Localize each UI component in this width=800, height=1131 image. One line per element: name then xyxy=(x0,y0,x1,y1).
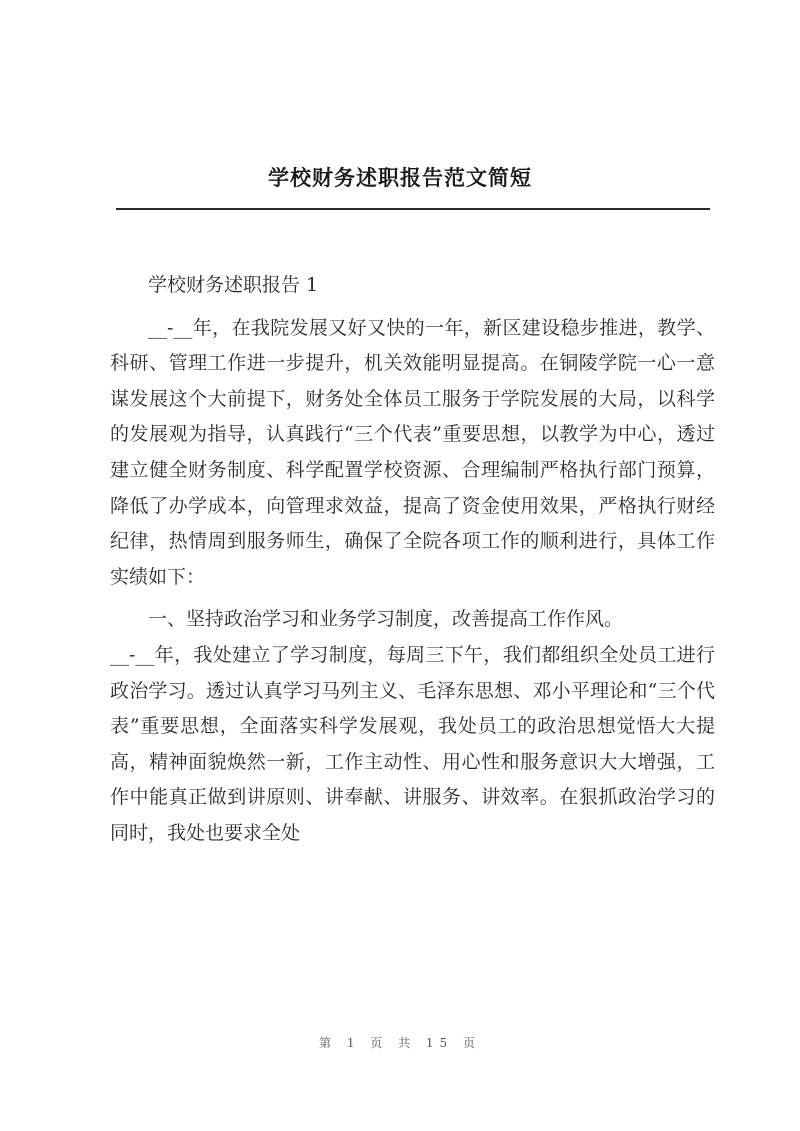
section-heading: 学校财务述职报告 1 xyxy=(148,274,319,296)
page-number-footer: 第 1 页 共 15 页 xyxy=(319,1036,481,1050)
title-divider xyxy=(116,208,710,210)
paragraph-intro: __-__年，在我院发展又好又快的一年，新区建设稳步推进，教学、科研、管理工作进一步提升，机关效能明显提高。在铜陵学院一心一意谋发展这个大前提下，财务处全体员工服务于学院发展的大局，以科学的发展观为指导，认真践行“三个代表”重要思想，以教学为中心，透过建立健全财务制度、科学配置学校资源、合理编制严格执行部门预算，降低了办学成本，向管理求效益，提高了资金使用效果，严格执行财经纪律，热情周到服务师生，确保了全院各项工作的顺利进行，具体工作实绩如下： xyxy=(110,316,715,588)
document-body xyxy=(110,268,715,859)
document-title: 学校财务述职报告范文简短 xyxy=(268,165,532,190)
paragraph-study-system: __-__年，我处建立了学习制度，每周三下午，我们都组织全处员工进行政治学习。透过认真学习马列主义、毛泽东思想、邓小平理论和“三个代表”重要思想，全面落实科学发展观，我处员工的政治思想觉悟大大提高，精神面貌焕然一新，工作主动性、用心性和服务意识大大增强，工作中能真正做到讲原则、讲奉献、讲服务、讲效率。在狠抓政治学习的同时，我处也要求全处 xyxy=(110,643,715,844)
item-heading-1: 一、坚持政治学习和业务学习制度，改善提高工作作风。 xyxy=(148,608,624,631)
